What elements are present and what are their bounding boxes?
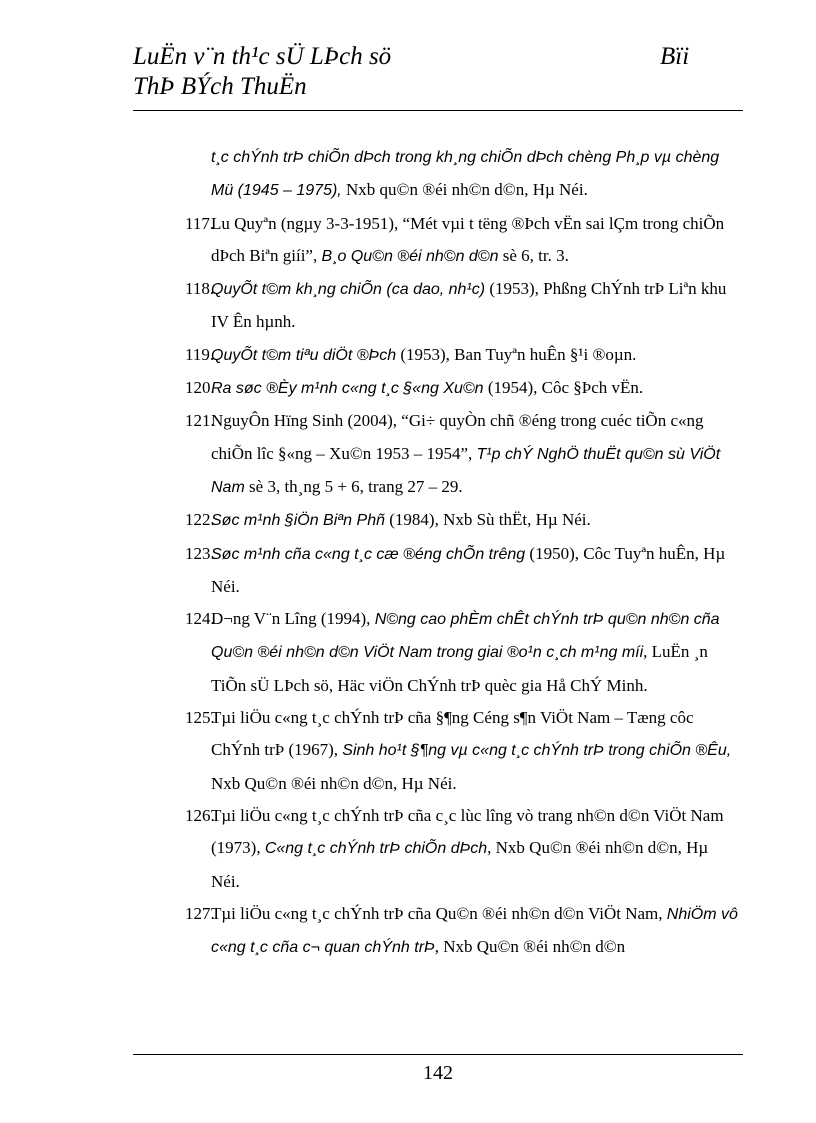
reference-italic-text: Søc m¹nh cña c«ng t¸c cæ ®éng chÕn trêng: [211, 545, 526, 563]
reference-number: 126.: [185, 805, 215, 825]
reference-text: , LuËn ¸n TiÕn sÜ LÞch sö, Häc viÖn ChÝnh trÞ quèc gia Hå ChÝ Minh.: [211, 642, 708, 695]
reference-text: sè 6, tr. 3.: [498, 245, 569, 265]
reference-text: Tµi liÖu c«ng t¸c chÝnh trÞ cña §¶ng Céng s¶n ViÖt Nam – Tæng côc ChÝnh trÞ (1967),: [211, 708, 694, 760]
header-title: LuËn v¨n th¹c sÜ LÞch sö: [133, 43, 392, 70]
page-header: [133, 42, 743, 102]
reference-italic-text: NhiÖm vô c«ng t¸c cña c¬ quan chÝnh trÞ: [211, 905, 738, 957]
reference-italic-text: Ra søc ®Èy m¹nh c«ng t¸c §«ng Xu©n: [211, 380, 484, 398]
reference-continuation: [185, 141, 740, 208]
reference-number: 122.: [185, 510, 215, 530]
reference-entry: [185, 898, 740, 965]
reference-text: Lu Quyªn (ngµy 3-3-1951), “Mét vµi t tëng ®Þch vËn sai lÇm trong chiÕn dÞch Biªn giíi”,: [211, 213, 725, 265]
page-number: 142: [423, 1062, 453, 1084]
reference-entry: [185, 208, 740, 274]
reference-number: 120.: [185, 378, 215, 398]
reference-italic-text: QuyÕt t©m tiªu diÖt ®Þch: [211, 346, 397, 364]
reference-text: (1953), Ban Tuyªn huÊn §¹i ®oµn.: [396, 344, 637, 364]
reference-entry: [185, 273, 740, 339]
reference-number: 125.: [185, 708, 215, 728]
reference-text: (1953), Phßng ChÝnh trÞ Liªn khu IV Ên hµnh.: [211, 279, 727, 332]
header-line-1: [133, 42, 743, 72]
reference-number: 124.: [185, 609, 215, 629]
reference-continuation-italic: t¸c chÝnh trÞ chiÕn dÞch trong kh¸ng chiÕn dÞch chèng Ph¸p vµ chèng Mü (1945 – 1975),: [211, 149, 720, 200]
reference-text: NguyÔn Hïng Sinh (2004), “Gi÷ quyÒn chñ ®éng trong cuéc tiÕn c«ng chiÕn lîc §«ng – Xu©n 1953 – 1954”,: [211, 411, 704, 463]
reference-text: , Nxb Qu©n ®éi nh©n d©n, Hµ Néi.: [211, 838, 709, 891]
reference-entry: [185, 702, 740, 800]
reference-text: Nxb Qu©n ®éi nh©n d©n, Hµ Néi.: [211, 773, 457, 793]
reference-entry: [185, 603, 740, 702]
reference-italic-text: Sinh ho¹t §¶ng vµ c«ng t¸c chÝnh trÞ trong chiÕn ®Êu,: [342, 742, 732, 760]
reference-number: 118.: [185, 279, 215, 299]
reference-entry: [185, 504, 740, 537]
reference-entry: [185, 800, 740, 898]
reference-text: Tµi liÖu c«ng t¸c chÝnh trÞ cña c¸c lùc lîng vò trang nh©n d©n ViÖt Nam (1973),: [211, 805, 724, 858]
reference-number: 123.: [185, 543, 215, 563]
reference-text: (1984), Nxb Sù thËt, Hµ Néi.: [385, 510, 591, 530]
reference-entry: [185, 372, 740, 405]
header-author-rest: ThÞ BÝch ThuËn: [133, 73, 307, 100]
reference-text: (1950), Côc Tuyªn huÊn, Hµ Néi.: [211, 543, 726, 596]
reference-entry: [185, 339, 740, 372]
reference-list: [185, 141, 740, 964]
reference-italic-text: QuyÕt t©m kh¸ng chiÕn (ca dao, nh¹c): [211, 281, 486, 299]
reference-number: 117.: [185, 213, 215, 233]
reference-entry: [185, 538, 740, 604]
reference-italic-text: Søc m¹nh §iÖn Biªn Phñ: [211, 512, 385, 530]
header-author-first: Bïi: [660, 43, 690, 70]
reference-entry: [185, 405, 740, 504]
footer-divider: [133, 1054, 743, 1055]
reference-text: , Nxb Qu©n ®éi nh©n d©n: [434, 937, 626, 957]
reference-italic-text: T¹p chÝ NghÖ thuËt qu©n sù ViÖt Nam: [211, 445, 721, 496]
reference-italic-text: C«ng t¸c chÝnh trÞ chiÕn dÞch: [264, 840, 488, 858]
reference-number: 121.: [185, 411, 215, 431]
reference-text: sè 3, th¸ng 5 + 6, trang 27 – 29.: [244, 476, 463, 496]
reference-text: D¬ng V¨n Lîng (1994),: [211, 609, 375, 629]
header-divider: [133, 110, 743, 111]
reference-text: Tµi liÖu c«ng t¸c chÝnh trÞ cña Qu©n ®éi nh©n d©n ViÖt Nam,: [211, 903, 667, 923]
reference-continuation-text: Nxb qu©n ®éi nh©n d©n, Hµ Néi.: [341, 180, 588, 200]
reference-number: 119.: [185, 344, 215, 364]
reference-text: (1954), Côc §Þch vËn.: [483, 378, 644, 398]
reference-italic-text: B¸o Qu©n ®éi nh©n d©n: [321, 247, 499, 265]
reference-number: 127.: [185, 903, 215, 923]
reference-italic-text: N©ng cao phÈm chÊt chÝnh trÞ qu©n nh©n cña Qu©n ®éi nh©n d©n ViÖt Nam trong giai ®o¹n c¸ch m¹ng míi: [211, 611, 720, 662]
